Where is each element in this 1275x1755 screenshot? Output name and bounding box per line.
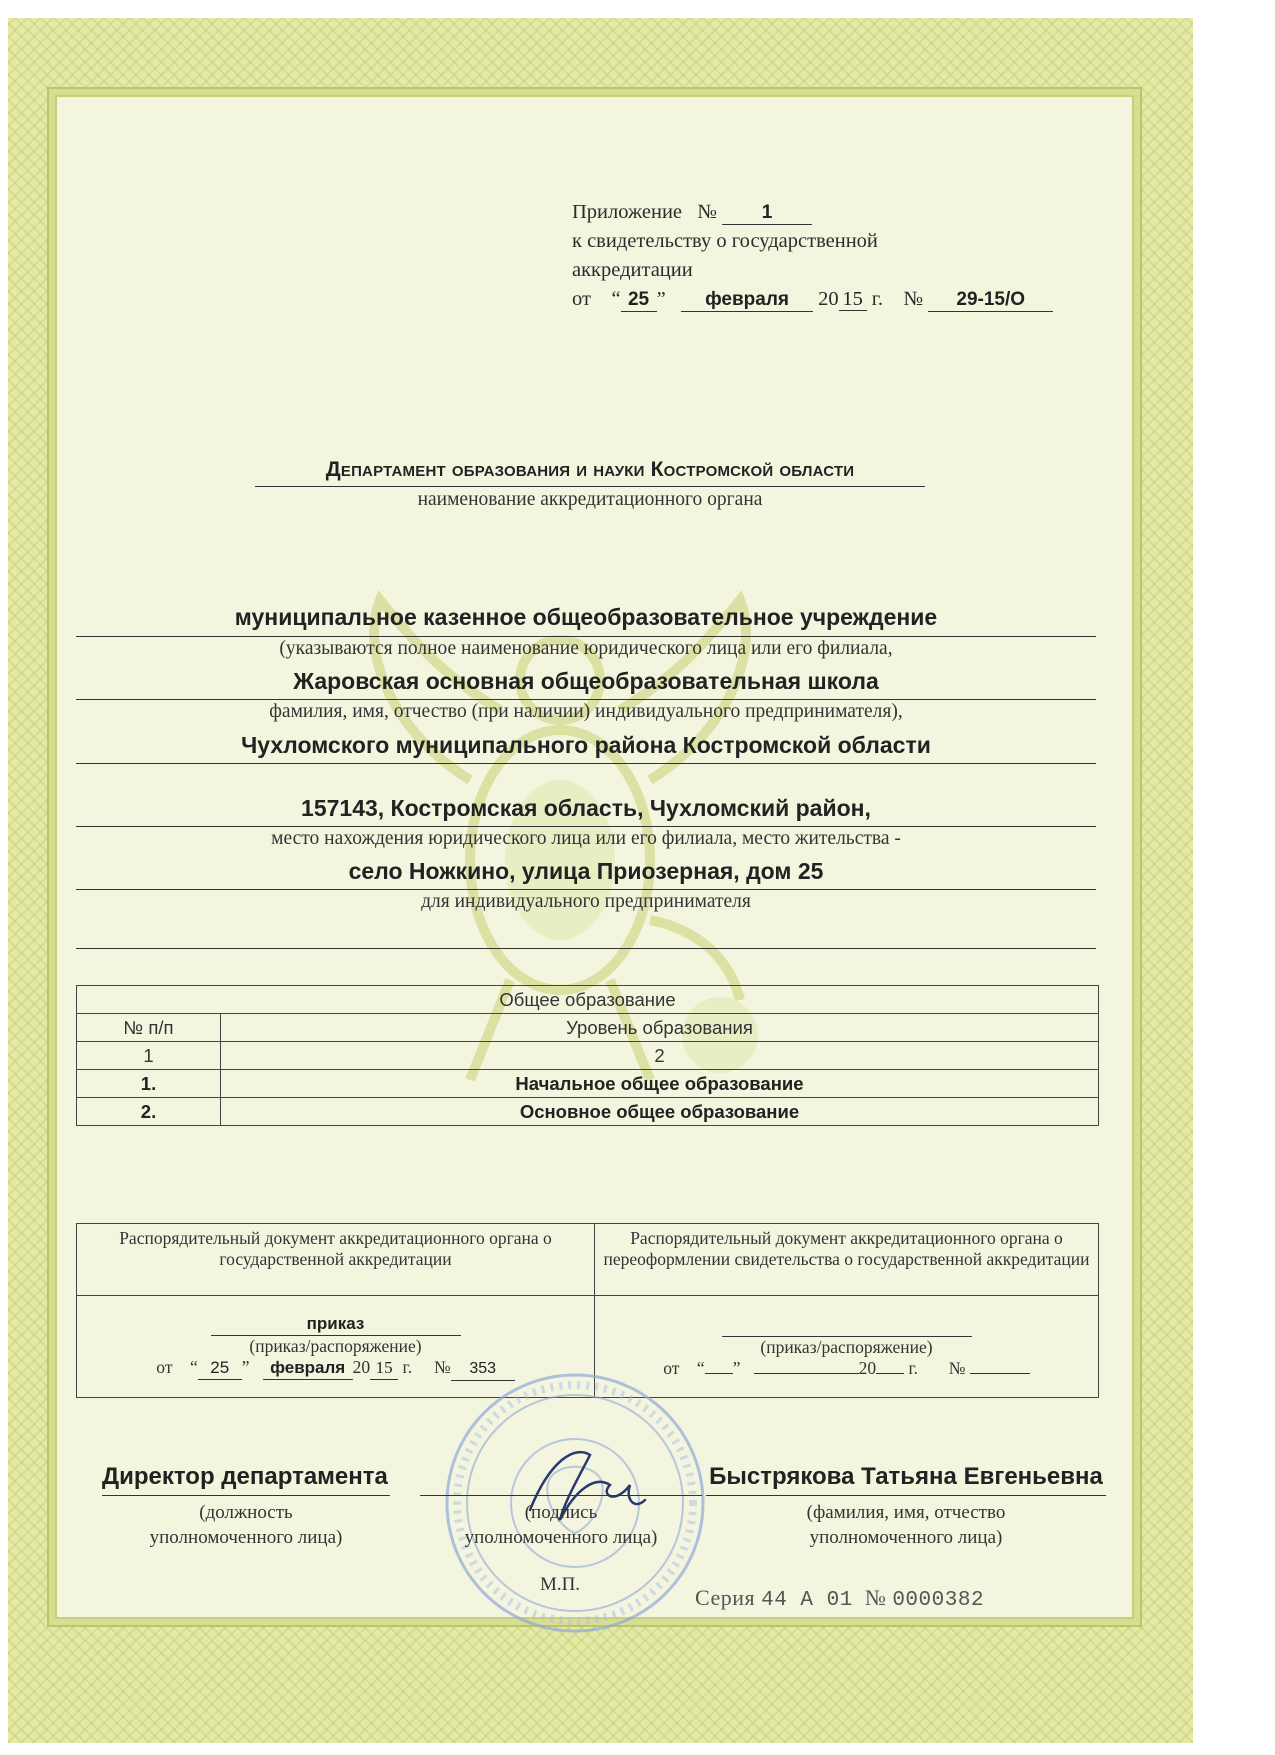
entrepreneur-caption: для индивидуального предпринимателя xyxy=(421,891,751,912)
right-number-sign: № xyxy=(948,1358,966,1378)
right-year-suffix xyxy=(876,1373,904,1374)
name-caption-line1: (фамилия, имя, отчество xyxy=(806,1502,1006,1523)
signature-underline xyxy=(420,1495,702,1496)
rule-6 xyxy=(76,948,1096,949)
name-caption-line2: уполномоченного лица) xyxy=(809,1527,1003,1548)
left-number-sign: № xyxy=(434,1356,451,1377)
address-line1: 157143, Костромская область, Чухломский район, xyxy=(301,795,871,821)
address-caption: место нахождения юридического лица или его филиала, место жительства - xyxy=(271,828,901,849)
left-kind-caption: (приказ/распоряжение) xyxy=(249,1335,422,1356)
serial-number-sign: № xyxy=(864,1585,887,1610)
right-kind-caption: (приказ/распоряжение) xyxy=(760,1337,933,1357)
appendix-number: 1 xyxy=(722,202,812,225)
serial-series: 44 А 01 xyxy=(761,1589,853,1612)
organization-caption2: фамилия, имя, отчество (при наличии) индивидуального предпринимателя), xyxy=(269,701,903,722)
row-number: 1. xyxy=(77,1070,221,1098)
col-index-2: 2 xyxy=(221,1042,1099,1070)
quote-open: “ xyxy=(611,288,621,310)
certificate-month: февраля xyxy=(681,289,813,312)
left-from-label: от xyxy=(156,1356,173,1377)
quote-close: ” xyxy=(656,288,666,310)
signature-caption xyxy=(420,1500,702,1550)
col-level-header: Уровень образования xyxy=(221,1014,1099,1042)
row-level: Основное общее образование xyxy=(221,1098,1099,1126)
authority-underline xyxy=(255,486,925,487)
appendix-label: Приложение xyxy=(572,201,683,223)
year-prefix: 20 xyxy=(818,288,839,310)
certificate-number: 29-15/О xyxy=(928,289,1053,312)
reissue-doc-header: Распорядительный документ аккредитационного органа о переоформлении свидетельства о государственной аккредитации xyxy=(595,1224,1099,1296)
year-unit: г. xyxy=(871,288,884,310)
right-month xyxy=(754,1373,859,1374)
name-underline xyxy=(706,1495,1106,1496)
position-caption xyxy=(102,1500,390,1550)
authority-name: Департамент образования и науки Костромской области xyxy=(325,458,855,481)
rule-3 xyxy=(76,763,1096,764)
signatory-position: Директор департамента xyxy=(102,1463,388,1490)
accreditation-doc-header: Распорядительный документ аккредитационного органа о государственной аккредитации xyxy=(77,1224,595,1296)
appendix-header xyxy=(572,198,1053,314)
table-row xyxy=(77,1098,1099,1126)
signature-caption-line1: (подпись xyxy=(524,1502,598,1523)
to-certificate-line2: аккредитации xyxy=(572,259,693,281)
right-doc-kind xyxy=(722,1314,972,1337)
serial-label: Серия xyxy=(695,1585,756,1610)
name-caption xyxy=(706,1500,1106,1550)
left-year-suffix: 15 xyxy=(370,1357,398,1380)
row-number: 2. xyxy=(77,1098,221,1126)
row-level: Начальное общее образование xyxy=(221,1070,1099,1098)
certificate-day: 25 xyxy=(621,289,657,312)
right-year-unit: г. xyxy=(908,1358,919,1378)
organization-line2: Жаровская основная общеобразовательная школа xyxy=(293,668,879,694)
to-certificate-line1: к свидетельству о государственной xyxy=(572,230,878,252)
position-underline xyxy=(102,1495,390,1496)
number-sign-2: № xyxy=(903,288,924,310)
left-order-number: 353 xyxy=(451,1358,515,1381)
right-year-prefix: 20 xyxy=(858,1358,877,1378)
rule-2 xyxy=(76,699,1096,700)
education-levels-table xyxy=(76,985,1099,1126)
authority-caption: наименование аккредитационного органа xyxy=(417,489,763,510)
position-caption-line2: уполномоченного лица) xyxy=(149,1527,343,1548)
accreditation-doc-cell: приказ (приказ/распоряжение) от “ 25 ” февраля 20 15 г. № 353 xyxy=(77,1296,595,1398)
rule-4 xyxy=(76,826,1096,827)
left-doc-kind: приказ xyxy=(211,1313,461,1336)
serial-number xyxy=(695,1585,984,1612)
reissue-doc-cell: (приказ/распоряжение) от “ ” 20 г. № xyxy=(595,1296,1099,1398)
organization-line1: муниципальное казенное общеобразовательное учреждение xyxy=(234,604,938,630)
number-sign: № xyxy=(697,201,717,223)
seal-label: М.П. xyxy=(539,1574,581,1595)
organization-caption1: (указываются полное наименование юридического лица или его филиала, xyxy=(279,638,893,659)
table-row xyxy=(77,1070,1099,1098)
signatory-full-name: Быстрякова Татьяна Евгеньевна xyxy=(709,1463,1103,1490)
organization-line3: Чухломского муниципального района Костромской области xyxy=(241,732,931,758)
address-line2: село Ножкино, улица Приозерная, дом 25 xyxy=(348,858,824,884)
right-from-label: от xyxy=(663,1358,680,1378)
levels-table-title: Общее образование xyxy=(77,986,1099,1014)
signature-caption-line2: уполномоченного лица) xyxy=(464,1527,658,1548)
left-day: 25 xyxy=(198,1357,242,1380)
left-year-prefix: 20 xyxy=(352,1356,371,1377)
serial-number-value: 0000382 xyxy=(892,1589,985,1612)
rule-1 xyxy=(76,636,1096,637)
position-caption-line1: (должность xyxy=(199,1502,293,1523)
left-year-unit: г. xyxy=(402,1356,413,1377)
left-month: февраля xyxy=(263,1357,353,1380)
from-label: от xyxy=(572,288,591,310)
rule-5 xyxy=(76,889,1096,890)
certificate-year-suffix: 15 xyxy=(839,288,867,311)
right-order-number xyxy=(970,1373,1030,1374)
col-number-header: № п/п xyxy=(77,1014,221,1042)
col-index-1: 1 xyxy=(77,1042,221,1070)
